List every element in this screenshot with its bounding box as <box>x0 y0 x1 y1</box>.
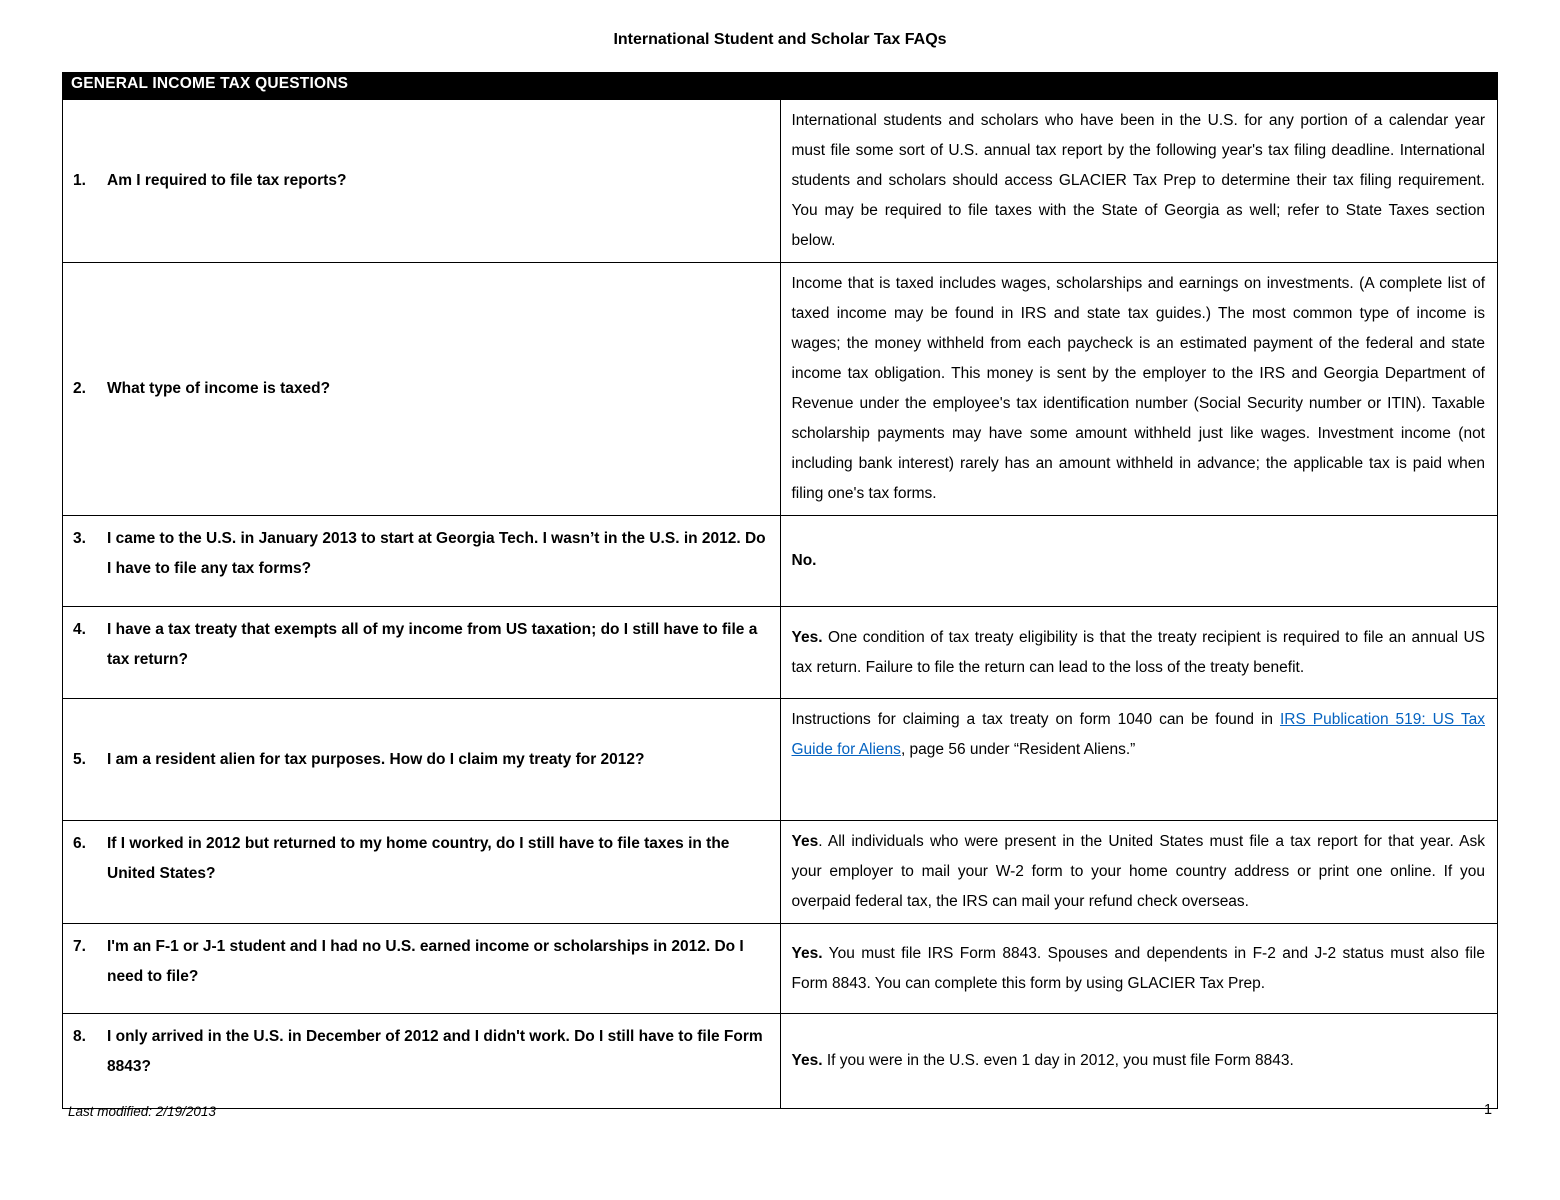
answer-text: You must file IRS Form 8843. Spouses and dependents in F-2 and J-2 status must also file Form 8843. You can complete this form by using GLACIER Tax Prep. <box>791 944 1485 992</box>
answer-text: If you were in the U.S. even 1 day in 2012, you must file Form 8843. <box>822 1052 1294 1069</box>
answer-link[interactable]: IRS Publication 519: US Tax Guide for Aliens <box>791 711 1485 758</box>
faq-row <box>63 607 1498 699</box>
question-text: Am I required to file tax reports? <box>107 172 347 189</box>
question-cell <box>63 100 781 263</box>
faq-row <box>63 263 1498 516</box>
answer-text: Income that is taxed includes wages, scholarships and earnings on investments. (A complete list of taxed income may be found in IRS and state tax guides.) The most common type of income is wages; the money withheld from each paycheck is an estimated payment of the federal and state income tax obligation. This money is sent by the employer to the IRS and Georgia Department of Revenue under the employee's tax identification number (Social Security number or ITIN). Taxable scholarship payments may have some amount withheld just like wages. Investment income (not including bank interest) rarely has an amount withheld in advance; the applicable tax is paid when filing one's tax forms. <box>791 275 1485 502</box>
answer-bold-lead: No. <box>791 552 817 569</box>
question-number: 6. <box>73 835 86 852</box>
section-header: GENERAL INCOME TAX QUESTIONS <box>63 73 1498 100</box>
answer-bold-lead: Yes <box>791 833 819 850</box>
page-number: 1 <box>1483 1102 1493 1118</box>
question-text: What type of income is taxed? <box>107 380 331 397</box>
question-number: 3. <box>73 530 86 547</box>
answer-cell <box>780 607 1498 699</box>
question-cell <box>63 263 781 516</box>
last-modified-text: Last modified: 2/19/2013 <box>68 1104 216 1119</box>
answer-cell <box>780 516 1498 607</box>
answer-bold-lead: Yes. <box>791 1052 823 1069</box>
question-cell <box>63 1014 781 1109</box>
question-text: I am a resident alien for tax purposes. How do I claim my treaty for 2012? <box>107 750 645 768</box>
question-text: I have a tax treaty that exempts all of my income from US taxation; do I still have to file a tax return? <box>107 621 758 668</box>
question-number: 4. <box>73 621 86 638</box>
answer-text: One condition of tax treaty eligibility is that the treaty recipient is required to file an annual US tax return. Failure to file the return can lead to the loss of the treaty benefit. <box>791 628 1485 676</box>
answer-text: . All individuals who were present in the United States must file a tax report for that year. Ask your employer to mail your W-2 form to your home country address or print one online. If you overpaid federal tax, the IRS can mail your refund check overseas. <box>791 833 1485 910</box>
question-cell <box>63 699 781 821</box>
answer-text: International students and scholars who have been in the U.S. for any portion of a calendar year must file some sort of U.S. annual tax report by the following year's tax filing deadline. International students and scholars should access GLACIER Tax Prep to determine their tax filing requirement. You may be required to file taxes with the State of Georgia as well; refer to State Taxes section below. <box>791 112 1485 249</box>
answer-cell <box>780 100 1498 263</box>
question-text: If I worked in 2012 but returned to my home country, do I still have to file taxes in the United States? <box>107 835 730 882</box>
question-number: 5. <box>73 750 86 768</box>
question-text: I only arrived in the U.S. in December of 2012 and I didn't work. Do I still have to file Form 8843? <box>107 1028 763 1075</box>
faq-row <box>63 100 1498 263</box>
answer-cell <box>780 924 1498 1014</box>
page-title: International Student and Scholar Tax FAQs <box>613 31 947 48</box>
faq-row <box>63 1014 1498 1109</box>
faq-table <box>62 72 1498 1109</box>
question-cell <box>63 821 781 924</box>
answer-text: , page 56 under “Resident Aliens.” <box>900 741 1136 758</box>
answer-bold-lead: Yes. <box>791 944 823 962</box>
faq-row <box>63 821 1498 924</box>
question-cell <box>63 924 781 1014</box>
faq-row <box>63 516 1498 607</box>
question-number: 1. <box>73 172 86 189</box>
faq-row <box>63 699 1498 821</box>
question-cell <box>63 607 781 699</box>
question-cell <box>63 516 781 607</box>
answer-bold-lead: Yes. <box>791 628 823 646</box>
faq-row <box>63 924 1498 1014</box>
answer-cell <box>780 1014 1498 1109</box>
question-number: 8. <box>73 1028 86 1045</box>
question-number: 7. <box>73 938 86 955</box>
answer-cell <box>780 263 1498 516</box>
section-header-row <box>63 73 1498 100</box>
question-text: I'm an F-1 or J-1 student and I had no U.S. earned income or scholarships in 2012. Do I need to file? <box>107 938 744 985</box>
answer-cell <box>780 821 1498 924</box>
question-text: I came to the U.S. in January 2013 to start at Georgia Tech. I wasn’t in the U.S. in 2012. Do I have to file any tax forms? <box>107 530 766 577</box>
answer-text: Instructions for claiming a tax treaty on form 1040 can be found in <box>791 711 1280 728</box>
question-number: 2. <box>73 380 86 397</box>
answer-cell <box>780 699 1498 821</box>
